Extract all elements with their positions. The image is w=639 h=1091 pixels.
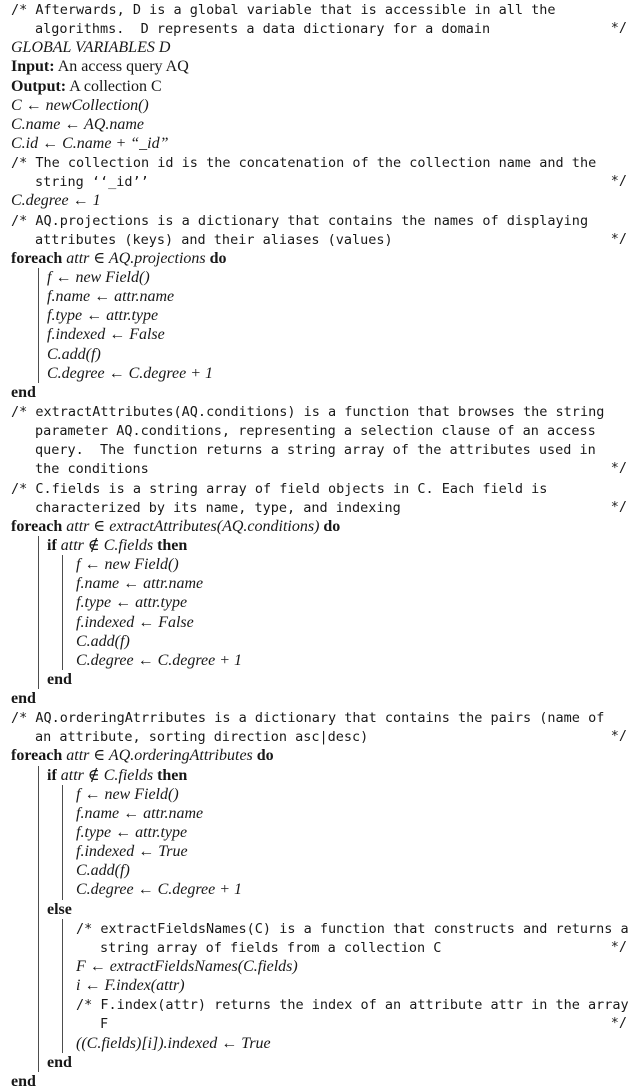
algo-line [0, 1072, 639, 1091]
block-indent-rule [38, 593, 39, 612]
statement-text: C.id ← C.name + “_id” [11, 134, 169, 152]
line-content [76, 574, 203, 593]
statement-text: f.type ← attr.type [76, 824, 188, 842]
line-content [35, 19, 490, 39]
statement-text: f ← new Field() [76, 556, 179, 574]
statement-text: attr ∈ AQ.orderingAttributes [66, 747, 257, 765]
keyword: end [47, 670, 72, 688]
comment-text: /* Afterwards, D is a global variable that is accessible in all the [11, 2, 556, 18]
line-content [11, 517, 340, 536]
line-content [76, 555, 179, 574]
block-indent-rule [62, 976, 63, 995]
statement-text: C.degree ← 1 [11, 192, 101, 210]
statement-text: C.degree ← C.degree + 1 [76, 881, 243, 899]
comment-close-marker: */ [610, 1015, 627, 1032]
algo-line [0, 1053, 639, 1072]
block-indent-rule [38, 555, 39, 574]
line-content [11, 746, 274, 765]
block-indent-rule [38, 1014, 39, 1033]
algo-line [0, 77, 639, 96]
line-content [35, 727, 368, 747]
algo-line [0, 153, 639, 172]
block-indent-rule [38, 995, 39, 1014]
statement-text: f.name ← attr.name [47, 288, 175, 306]
algo-line [0, 19, 639, 38]
line-content [47, 364, 213, 383]
line-content [76, 651, 242, 670]
comment-close-marker: */ [610, 460, 627, 477]
algo-line [0, 957, 639, 976]
plain-text: An access query AQ [54, 58, 189, 76]
statement-text: f.indexed ← False [47, 326, 165, 344]
algo-line [0, 96, 639, 115]
line-content [35, 440, 596, 460]
block-indent-rule [62, 880, 63, 899]
line-content [47, 325, 165, 344]
comment-text: an attribute, sorting direction asc|desc) [35, 729, 369, 746]
algo-line [0, 938, 639, 957]
line-content [11, 38, 170, 57]
statement-text: C.add(f) [76, 862, 130, 880]
line-content [11, 96, 149, 115]
line-content [11, 77, 162, 96]
comment-close-marker: */ [610, 938, 627, 955]
algo-line [0, 804, 639, 823]
algo-line [0, 517, 639, 536]
keyword: Input: [11, 58, 55, 76]
algo-line [0, 0, 639, 19]
statement-text: attr ∉ C.fields [60, 536, 158, 554]
statement-text: C ← newCollection() [11, 96, 149, 114]
algo-line [0, 287, 639, 306]
comment-text: F [100, 1016, 109, 1033]
block-indent-rule [38, 1034, 39, 1053]
block-indent-rule [38, 345, 39, 364]
keyword: do [323, 517, 341, 535]
block-indent-rule [38, 804, 39, 823]
keyword: foreach [11, 747, 67, 765]
algo-line [0, 325, 639, 344]
algo-line [0, 670, 639, 689]
line-content [76, 919, 629, 939]
line-content [35, 421, 596, 441]
algo-line [0, 995, 639, 1014]
line-content [76, 804, 203, 823]
line-content [35, 172, 149, 192]
line-content [47, 345, 101, 364]
statement-text: C.degree ← C.degree + 1 [76, 651, 243, 669]
comment-close-marker: */ [610, 173, 627, 190]
algo-line [0, 708, 639, 727]
keyword: do [256, 747, 274, 765]
line-content [47, 670, 72, 689]
algo-line [0, 459, 639, 478]
block-indent-rule [38, 364, 39, 383]
algo-line [0, 211, 639, 230]
comment-text: /* AQ.projections is a dictionary that contains the names of displaying [11, 212, 589, 229]
algo-line [0, 306, 639, 325]
block-indent-rule [62, 957, 63, 976]
line-content [11, 249, 227, 268]
comment-text: /* extractAttributes(AQ.conditions) is a function that browses the string [11, 403, 605, 420]
block-indent-rule [62, 574, 63, 593]
block-indent-rule [38, 574, 39, 593]
comment-close-marker: */ [610, 230, 627, 247]
block-indent-rule [62, 823, 63, 842]
line-content [76, 976, 185, 995]
block-indent-rule [38, 670, 39, 689]
keyword: end [11, 1072, 36, 1090]
block-indent-rule [38, 861, 39, 880]
block-indent-rule [62, 785, 63, 804]
statement-text: f.indexed ← True [76, 843, 188, 861]
line-content [11, 479, 547, 499]
algo-line [0, 191, 639, 210]
line-content [35, 459, 149, 479]
algo-line [0, 727, 639, 746]
algo-line [0, 632, 639, 651]
block-indent-rule [62, 861, 63, 880]
algo-line [0, 651, 639, 670]
keyword: foreach [11, 517, 67, 535]
statement-text: C.name ← AQ.name [11, 115, 145, 133]
algo-line [0, 861, 639, 880]
block-indent-rule [38, 823, 39, 842]
algo-line [0, 345, 639, 364]
statement-text: F ← extractFieldsNames(C.fields) [76, 958, 298, 976]
statement-text: GLOBAL VARIABLES D [11, 39, 171, 57]
keyword: foreach [11, 249, 67, 267]
line-content [11, 0, 556, 20]
keyword: end [11, 690, 36, 708]
line-content [11, 402, 604, 422]
statement-text: attr ∈ AQ.projections [66, 249, 210, 267]
statement-text: ((C.fields)[i]).indexed ← True [76, 1034, 271, 1052]
line-content [76, 593, 187, 612]
statement-text: f.name ← attr.name [76, 575, 204, 593]
algo-line [0, 268, 639, 287]
block-indent-rule [62, 613, 63, 632]
algo-line [0, 823, 639, 842]
block-indent-rule [62, 632, 63, 651]
algo-line [0, 919, 639, 938]
block-indent-rule [38, 766, 39, 785]
block-indent-rule [62, 1014, 63, 1033]
line-content [11, 115, 144, 134]
statement-text: attr ∉ C.fields [60, 766, 158, 784]
line-content [76, 613, 194, 632]
line-content [11, 57, 189, 76]
algo-line [0, 115, 639, 134]
algo-line [0, 440, 639, 459]
block-indent-rule [62, 995, 63, 1014]
line-content [11, 134, 168, 153]
comment-text: string array of fields from a collection C [100, 939, 442, 956]
line-content [76, 995, 629, 1015]
algo-line [0, 402, 639, 421]
line-content [47, 766, 187, 785]
line-content [47, 306, 158, 325]
block-indent-rule [38, 651, 39, 670]
algo-line [0, 383, 639, 402]
algo-line [0, 976, 639, 995]
block-indent-rule [38, 880, 39, 899]
algo-line [0, 364, 639, 383]
keyword: do [209, 249, 227, 267]
block-indent-rule [62, 651, 63, 670]
comment-text: characterized by its name, type, and indexing [35, 499, 401, 516]
comment-text: /* F.index(attr) returns the index of an attribute attr in the array [76, 997, 629, 1014]
statement-text: f.type ← attr.type [76, 594, 188, 612]
algo-line [0, 1014, 639, 1033]
line-content [11, 708, 604, 728]
statement-text: i ← F.index(attr) [76, 977, 185, 995]
line-content [76, 861, 130, 880]
line-content [47, 1053, 72, 1072]
block-indent-rule [62, 1034, 63, 1053]
algo-line [0, 498, 639, 517]
keyword: end [47, 1053, 72, 1071]
line-content [11, 1072, 36, 1091]
keyword: if [47, 766, 61, 784]
algo-line [0, 880, 639, 899]
comment-text: /* extractFieldsNames(C) is a function that constructs and returns a [76, 920, 629, 937]
algo-line [0, 900, 639, 919]
algo-line [0, 57, 639, 76]
statement-text: C.degree ← C.degree + 1 [47, 364, 214, 382]
comment-text: query. The function returns a string array of the attributes used in [35, 442, 596, 459]
block-indent-rule [38, 287, 39, 306]
line-content [100, 938, 441, 958]
statement-text: C.add(f) [47, 345, 101, 363]
line-content [47, 536, 187, 555]
statement-text: f.indexed ← False [76, 613, 194, 631]
statement-text: attr ∈ extractAttributes(AQ.conditions) [66, 517, 324, 535]
keyword: if [47, 536, 61, 554]
comment-text: string ‘‘_id’’ [35, 174, 149, 191]
comment-text: attributes (keys) and their aliases (values) [35, 231, 393, 248]
algo-line [0, 249, 639, 268]
line-content [47, 287, 174, 306]
keyword: then [157, 536, 188, 554]
algo-line [0, 421, 639, 440]
block-indent-rule [62, 555, 63, 574]
line-content [47, 900, 72, 919]
algo-line [0, 689, 639, 708]
algo-line [0, 613, 639, 632]
comment-text: parameter AQ.conditions, representing a selection clause of an access [35, 423, 596, 440]
block-indent-rule [62, 919, 63, 938]
block-indent-rule [62, 842, 63, 861]
block-indent-rule [38, 306, 39, 325]
comment-text: /* C.fields is a string array of field objects in C. Each field is [11, 480, 548, 497]
comment-close-marker: */ [610, 498, 627, 515]
algo-line [0, 134, 639, 153]
line-content [100, 1014, 108, 1034]
algo-line [0, 785, 639, 804]
comment-text: algorithms. D represents a data dictionary for a domain [35, 21, 491, 38]
statement-text: f ← new Field() [76, 785, 179, 803]
statement-text: f.type ← attr.type [47, 307, 159, 325]
keyword: Output: [11, 77, 67, 95]
line-content [76, 823, 187, 842]
statement-text: f ← new Field() [47, 268, 150, 286]
algo-line [0, 574, 639, 593]
comment-close-marker: */ [610, 20, 627, 37]
line-content [76, 957, 298, 976]
line-content [11, 689, 36, 708]
block-indent-rule [38, 632, 39, 651]
block-indent-rule [38, 785, 39, 804]
block-indent-rule [62, 593, 63, 612]
line-content [76, 842, 188, 861]
keyword: then [157, 766, 188, 784]
comment-text: /* AQ.orderingAtrributes is a dictionary that contains the pairs (name of [11, 710, 605, 727]
comment-text: the conditions [35, 461, 149, 478]
algo-line [0, 1034, 639, 1053]
line-content [76, 1034, 271, 1053]
block-indent-rule [38, 842, 39, 861]
block-indent-rule [38, 536, 39, 555]
block-indent-rule [38, 957, 39, 976]
line-content [11, 191, 101, 210]
algo-line [0, 536, 639, 555]
line-content [76, 632, 130, 651]
plain-text: A collection C [66, 77, 162, 95]
block-indent-rule [38, 938, 39, 957]
statement-text: C.add(f) [76, 632, 130, 650]
line-content [11, 153, 596, 173]
keyword: else [47, 900, 72, 918]
line-content [35, 230, 393, 250]
comment-text: /* The collection id is the concatenation of the collection name and the [11, 155, 597, 172]
algo-line [0, 842, 639, 861]
algo-line [0, 172, 639, 191]
line-content [35, 498, 401, 518]
block-indent-rule [38, 268, 39, 287]
algo-line [0, 766, 639, 785]
algo-line [0, 555, 639, 574]
algo-line [0, 230, 639, 249]
line-content [47, 268, 150, 287]
block-indent-rule [38, 325, 39, 344]
block-indent-rule [62, 938, 63, 957]
line-content [76, 880, 242, 899]
keyword: end [11, 383, 36, 401]
comment-close-marker: */ [610, 728, 627, 745]
line-content [11, 383, 36, 402]
block-indent-rule [38, 613, 39, 632]
block-indent-rule [38, 976, 39, 995]
algo-line [0, 479, 639, 498]
block-indent-rule [38, 1053, 39, 1072]
statement-text: f.name ← attr.name [76, 804, 204, 822]
block-indent-rule [38, 900, 39, 919]
algo-line [0, 38, 639, 57]
line-content [76, 785, 179, 804]
block-indent-rule [38, 919, 39, 938]
algo-line [0, 593, 639, 612]
block-indent-rule [62, 804, 63, 823]
algo-line [0, 746, 639, 765]
line-content [11, 211, 588, 231]
